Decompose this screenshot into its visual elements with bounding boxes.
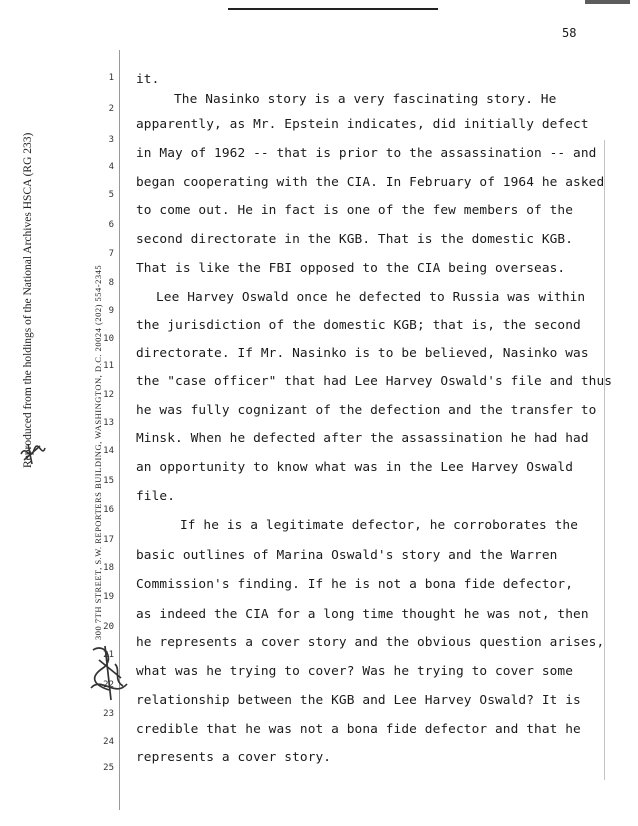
transcript-line: began cooperating with the CIA. In February of 1964 he asked <box>136 175 605 190</box>
line-number: 16 <box>103 505 114 515</box>
top-rule <box>228 8 438 10</box>
handwritten-mark <box>18 440 48 466</box>
transcript-line: file. <box>136 489 176 504</box>
line-number: 9 <box>108 306 114 316</box>
transcript-line: to come out. He in fact is one of the few members of the <box>136 203 574 218</box>
line-number: 23 <box>103 709 114 719</box>
transcript-line: The Nasinko story is a very fascinating story. He <box>174 92 557 107</box>
line-number: 3 <box>108 135 114 145</box>
line-number: 21 <box>103 650 114 660</box>
line-number: 5 <box>108 190 114 200</box>
line-number: 25 <box>103 763 114 773</box>
transcript-line: Minsk. When he defected after the assassination he had had <box>136 431 589 446</box>
line-number: 12 <box>103 390 114 400</box>
line-number: 2 <box>108 104 114 114</box>
transcript-line: what was he trying to cover? Was he trying to cover some <box>136 664 574 679</box>
line-number: 19 <box>103 592 114 602</box>
right-margin-rule <box>604 140 605 780</box>
line-number: 11 <box>103 361 114 371</box>
transcript-line: Commission's finding. If he is not a bona fide defector, <box>136 577 574 592</box>
line-number: 4 <box>108 162 114 172</box>
transcript-line: it. <box>136 72 160 87</box>
transcript-line: If he is a legitimate defector, he corroborates the <box>180 518 579 533</box>
line-number: 10 <box>103 334 114 344</box>
transcript-line: as indeed the CIA for a long time thought he was not, then <box>136 607 589 622</box>
line-number: 6 <box>108 220 114 230</box>
line-number: 8 <box>108 278 114 288</box>
line-number: 14 <box>103 446 114 456</box>
transcript-line: That is like the FBI opposed to the CIA being overseas. <box>136 261 566 276</box>
transcript-line: the "case officer" that had Lee Harvey Oswald's file and thus <box>136 374 613 389</box>
transcript-line: he was fully cognizant of the defection and the transfer to <box>136 403 597 418</box>
line-number: 22 <box>103 680 114 690</box>
transcript-line: relationship between the KGB and Lee Harvey Oswald? It is <box>136 693 581 708</box>
transcript-line: directorate. If Mr. Nasinko is to be believed, Nasinko was <box>136 346 589 361</box>
line-number: 7 <box>108 249 114 259</box>
transcript-line: Lee Harvey Oswald once he defected to Russia was within <box>156 290 586 305</box>
line-number: 17 <box>103 535 114 545</box>
page-number: 58 <box>562 26 577 40</box>
transcript-line: represents a cover story. <box>136 750 332 765</box>
corner-mark <box>585 0 630 4</box>
reporter-address: 300 7TH STREET, S.W. REPORTERS BUILDING, WASHINGTON, D.C. 20024 (202) 554-2345 <box>93 264 103 640</box>
line-number: 24 <box>103 737 114 747</box>
transcript-line: basic outlines of Marina Oswald's story and the Warren <box>136 548 558 563</box>
line-number: 15 <box>103 476 114 486</box>
transcript-line: credible that he was not a bona fide defector and that he <box>136 722 581 737</box>
transcript-line: an opportunity to know what was in the Lee Harvey Oswald <box>136 460 574 475</box>
transcript-line: second directorate in the KGB. That is the domestic KGB. <box>136 232 574 247</box>
line-number: 18 <box>103 563 114 573</box>
line-number: 20 <box>103 622 114 632</box>
line-number: 13 <box>103 418 114 428</box>
archive-note: Reproduced from the holdings of the National Archives HSCA (RG 233) <box>22 132 34 468</box>
transcript-line: the jurisdiction of the domestic KGB; that is, the second <box>136 318 581 333</box>
transcript-line: apparently, as Mr. Epstein indicates, did initially defect <box>136 117 589 132</box>
transcript-line: in May of 1962 -- that is prior to the assassination -- and <box>136 146 597 161</box>
line-number: 1 <box>108 73 114 83</box>
transcript-line: he represents a cover story and the obvious question arises, <box>136 635 605 650</box>
